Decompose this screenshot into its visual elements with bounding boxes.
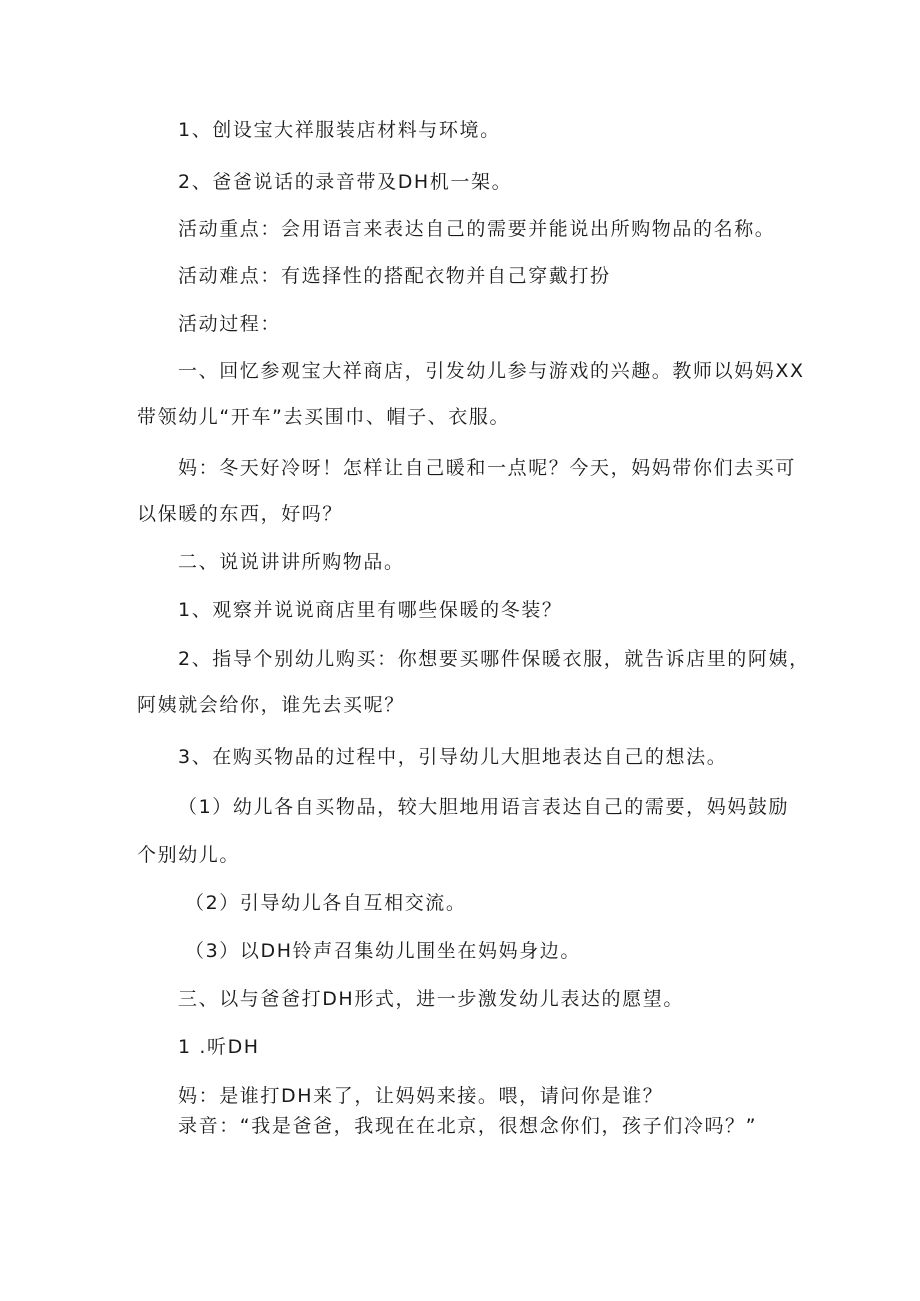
section-3-heading: 三、以与爸爸打DH形式，进一步激发幼儿表达的愿望。 <box>178 988 684 1010</box>
mom-dialogue-2: 妈：是谁打DH来了，让妈妈来接。喂，请问你是谁？ <box>178 1085 664 1107</box>
materials-item-2: 2、爸爸说话的录音带及DH机一架。 <box>178 171 513 193</box>
activity-difficulty: 活动难点：有选择性的搭配衣物并自己穿戴打扮 <box>178 265 611 287</box>
substep-1: （1）幼儿各自买物品，较大胆地用语言表达自己的需要，妈妈鼓励 <box>178 796 790 818</box>
section-2-step-1: 1、观察并说说商店里有哪些保暖的冬装？ <box>178 599 563 621</box>
materials-item-1: 1、创设宝大祥服装店材料与环境。 <box>178 119 501 141</box>
section-1-heading: 一、回忆参观宝大祥商店，引发幼儿参与游戏的兴趣。教师以妈妈XX <box>178 360 805 382</box>
section-2-step-2-continuation: 阿姨就会给你，谁先去买呢？ <box>137 694 405 716</box>
section-2-heading: 二、说说讲讲所购物品。 <box>178 551 405 573</box>
activity-process-heading: 活动过程： <box>178 313 282 335</box>
section-3-step-1: 1 .听DH <box>178 1036 260 1058</box>
activity-focus: 活动重点：会用语言来表达自己的需要并能说出所购物品的名称。 <box>178 218 776 240</box>
substep-3: （3）以DH铃声召集幼儿围坐在妈妈身边。 <box>185 940 582 962</box>
section-2-step-3: 3、在购买物品的过程中，引导幼儿大胆地表达自己的想法。 <box>178 746 728 768</box>
substep-1-continuation: 个别幼儿。 <box>137 844 241 866</box>
section-1-continuation: 带领幼儿“开车”去买围巾、帽子、衣服。 <box>137 406 511 428</box>
section-2-step-2: 2、指导个别幼儿购买：你想要买哪件保暖衣服，就告诉店里的阿姨， <box>178 648 810 670</box>
mom-dialogue-1-continuation: 以保暖的东西，好吗？ <box>137 503 344 525</box>
substep-2: （2）引导幼儿各自互相交流。 <box>185 892 467 914</box>
mom-dialogue-1: 妈：冬天好冷呀！怎样让自己暖和一点呢？今天，妈妈带你们去买可 <box>178 457 797 479</box>
recording-dialogue: 录音：“我是爸爸，我现在在北京，很想念你们，孩子们冷吗？” <box>178 1115 758 1137</box>
